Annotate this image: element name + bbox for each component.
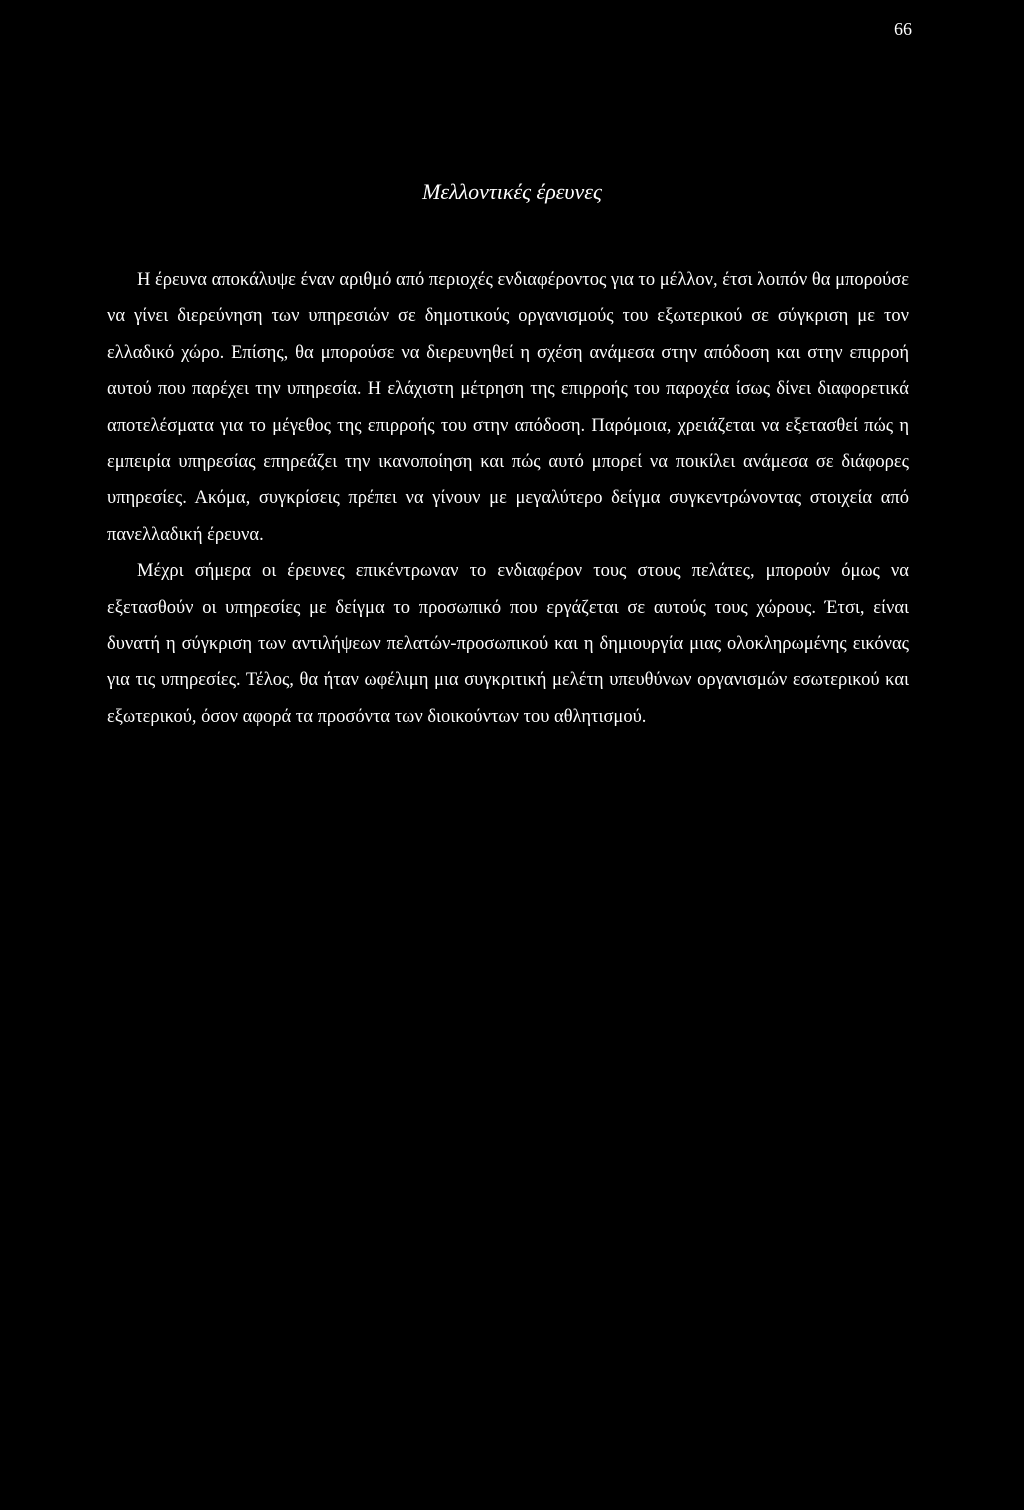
page-number: 66 <box>894 19 912 39</box>
body-text <box>107 262 909 735</box>
paragraph-1: Η έρευνα αποκάλυψε έναν αριθμό από περιοχές ενδιαφέροντος για το μέλλον, έτσι λοιπόν θα μπορούσε να γίνει διερεύνηση των υπηρεσιών σε δημοτικούς οργανισμούς του εξωτερικού σε σύγκριση με τον ελλαδικό χώρο. Επίσης, θα μπορούσε να διερευνηθεί η σχέση ανάμεσα στην απόδοση και στην επιρροή αυτού που παρέχει την υπηρεσία. Η ελάχιστη μέτρηση της επιρροής του παροχέα ίσως δίνει διαφορετικά αποτελέσματα για το μέγεθος της επιρροής του στην απόδοση. Παρόμοια, χρειάζεται να εξετασθεί πώς η εμπειρία υπηρεσίας επηρεάζει την ικανοποίηση και πώς αυτό μπορεί να ποικίλει ανάμεσα σε διάφορες υπηρεσίες. Ακόμα, συγκρίσεις πρέπει να γίνουν με μεγαλύτερο δείγμα συγκεντρώνοντας στοιχεία από πανελλαδική έρευνα. <box>107 270 909 545</box>
section-title: Μελλοντικές έρευνες <box>422 179 602 204</box>
paragraph-2: Μέχρι σήμερα οι έρευνες επικέντρωναν το ενδιαφέρον τους στους πελάτες, μπορούν όμως να εξετασθούν οι υπηρεσίες με δείγμα το προσωπικό που εργάζεται σε αυτούς τους χώρους. Έτσι, είναι δυνατή η σύγκριση των αντιλήψεων πελατών-προσωπικού και η δημιουργία μιας ολοκληρωμένης εικόνας για τις υπηρεσίες. Τέλος, θα ήταν ωφέλιμη μια συγκριτική μελέτη υπευθύνων οργανισμών εσωτερικού και εξωτερικού, όσον αφορά τα προσόντα των διοικούντων του αθλητισμού. <box>107 561 909 727</box>
